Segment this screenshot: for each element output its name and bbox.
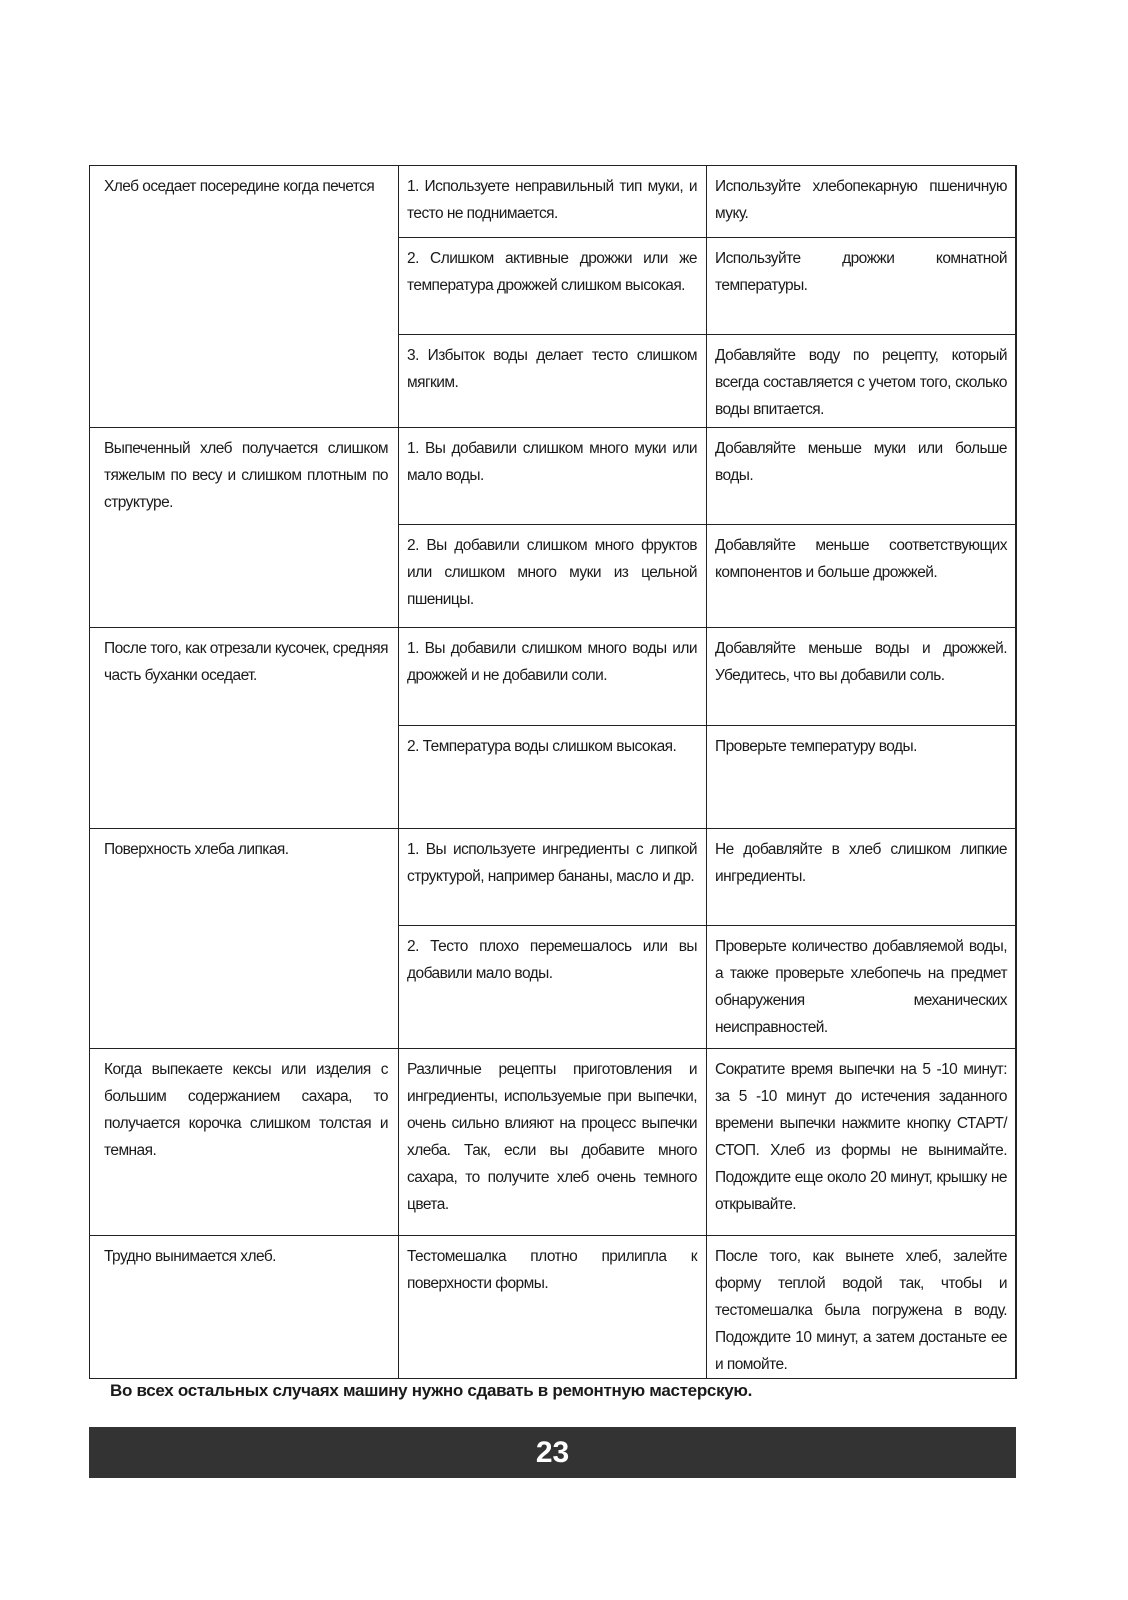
- solution-cell: Проверьте температуру воды.: [706, 725, 1017, 829]
- solution-cell: Не добавляйте в хлеб слишком липкие ингредиенты.: [706, 828, 1017, 926]
- cause-cell: 2. Температура воды слишком высокая.: [398, 725, 707, 829]
- cause-cell: 1. Вы добавили слишком много воды или дрожжей и не добавили соли.: [398, 627, 707, 726]
- cause-cell: 3. Избыток воды делает тесто слишком мягким.: [398, 334, 707, 428]
- problem-cell: Трудно вынимается хлеб.: [89, 1235, 399, 1379]
- solution-cell: После того, как вынете хлеб, залейте форму теплой водой так, чтобы и тестомешалка была погружена в воду. Подождите 10 минут, а затем достаньте ее и помойте.: [706, 1235, 1017, 1379]
- problem-cell: Хлеб оседает посередине когда печется: [89, 165, 399, 428]
- repair-note: Во всех остальных случаях машину нужно сдавать в ремонтную мастерскую.: [110, 1381, 753, 1400]
- problem-cell: После того, как отрезали кусочек, средняя часть буханки оседает.: [89, 627, 399, 829]
- solution-cell: Используйте дрожжи комнатной температуры.: [706, 237, 1017, 335]
- solution-cell: Проверьте количество добавляемой воды, а также проверьте хлебопечь на предмет обнаружения механических неисправностей.: [706, 925, 1017, 1049]
- page-number-bar: [89, 1427, 1016, 1478]
- cause-cell: 2. Тесто плохо перемешалось или вы добавили мало воды.: [398, 925, 707, 1049]
- cause-cell: 2. Слишком активные дрожжи или же температура дрожжей слишком высокая.: [398, 237, 707, 335]
- cause-cell: 1. Вы добавили слишком много муки или мало воды.: [398, 427, 707, 525]
- solution-cell: Сократите время выпечки на 5 -10 минут: за 5 -10 минут до истечения заданного времени выпечки нажмите кнопку СТАРТ/СТОП. Хлеб из формы не вынимайте. Подождите еще около 20 минут, крышку не открывайте.: [706, 1048, 1017, 1236]
- solution-cell: Добавляйте меньше воды и дрожжей. Убедитесь, что вы добавили соль.: [706, 627, 1017, 726]
- cause-cell: Тестомешалка плотно прилипла к поверхности формы.: [398, 1235, 707, 1379]
- solution-cell: Используйте хлебопекарную пшеничную муку.: [706, 165, 1017, 238]
- cause-cell: Различные рецепты приготовления и ингредиенты, используемые при выпечки, очень сильно влияют на процесс выпечки хлеба. Так, если вы добавите много сахара, то получите хлеб очень темного цвета.: [398, 1048, 707, 1236]
- problem-cell: Выпеченный хлеб получается слишком тяжелым по весу и слишком плотным по структуре.: [89, 427, 399, 628]
- solution-cell: Добавляйте меньше муки или больше воды.: [706, 427, 1017, 525]
- solution-cell: Добавляйте меньше соответствующих компонентов и больше дрожжей.: [706, 524, 1017, 628]
- cause-cell: 2. Вы добавили слишком много фруктов или слишком много муки из цельной пшеницы.: [398, 524, 707, 628]
- solution-cell: Добавляйте воду по рецепту, который всегда составляется с учетом того, сколько воды впитается.: [706, 334, 1017, 428]
- problem-cell: Когда выпекаете кексы или изделия с большим содержанием сахара, то получается корочка слишком толстая и темная.: [89, 1048, 399, 1236]
- problem-cell: Поверхность хлеба липкая.: [89, 828, 399, 1049]
- cause-cell: 1. Используете неправильный тип муки, и тесто не поднимается.: [398, 165, 707, 238]
- troubleshooting-table: [89, 165, 1016, 1379]
- cause-cell: 1. Вы используете ингредиенты с липкой структурой, например бананы, масло и др.: [398, 828, 707, 926]
- page-number: 23: [535, 1436, 570, 1469]
